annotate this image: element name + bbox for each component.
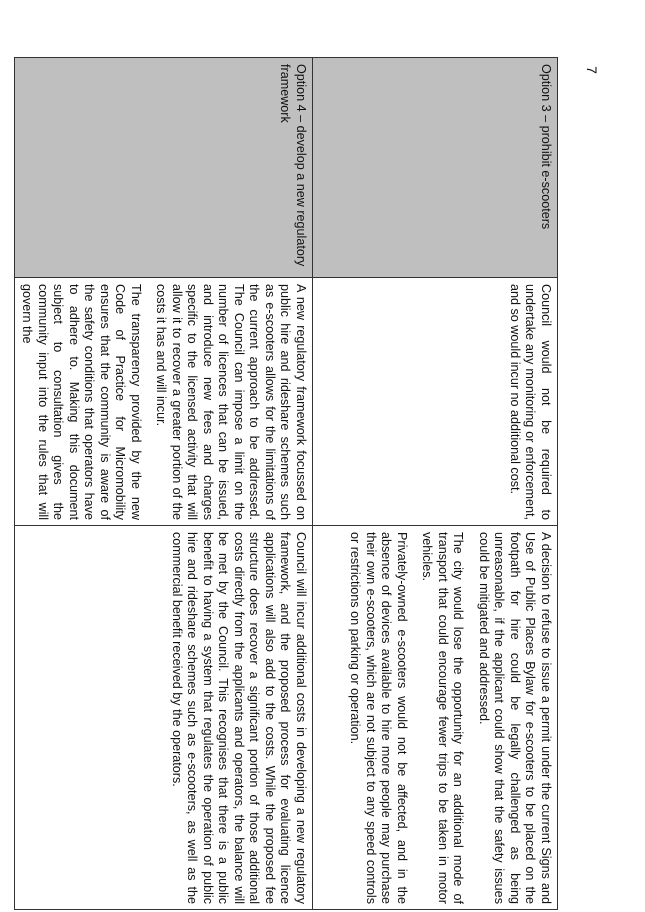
risks-cell xyxy=(313,526,558,910)
options-table xyxy=(14,57,558,910)
option-label-cell: Option 4 – develop a new regulatory framework xyxy=(15,58,313,278)
risk-paragraph: Council will incur additional costs in developing a new regulatory framework, and the proposed process for evaluating licence applications will also add to the costs. While the proposed fee structure does recover a significant portion of those additional costs directly from the applicants and operators, the balance will be met by the Council. This recognises that there is a public benefit to having a system that regulates the operation of public hire and rideshare schemes such as e-scooters, as well as the commercial benefit received by the operators. xyxy=(170,532,308,904)
impact-paragraph: The transparency provided by the new Code of Practice for Micromobility ensures that the community is aware of the safety conditions that operators have to adhere to. Making this document subject to consultation gives the community input into the rules that will govern the xyxy=(20,284,143,520)
impacts-cell xyxy=(15,278,313,526)
page-number: 7 xyxy=(584,66,600,74)
impact-paragraph: A new regulatory framework focussed on public hire and rideshare schemes such as e-scooters allows for the limitations of the current approach to be addressed. The Council can impose a limit on the number of licences that can be issued, and introduce new fees and charges specific to the licensed activity that will allow it to recover a greater portion of the costs it has and will incur. xyxy=(154,284,308,520)
impacts-cell xyxy=(313,278,558,526)
rotated-table-container xyxy=(20,57,558,909)
option-label-cell: Option 3 – prohibit e-scooters xyxy=(313,58,558,278)
risk-paragraph: The city would lose the opportunity for an additional mode of transport that could encourage fewer trips to be taken in motor vehicles. xyxy=(420,532,466,904)
risk-paragraph: Privately-owned e-scooters would not be affected, and in the absence of devices available to hire more people may purchase their own e-scooters, which are not subject to any speed controls or restrictions on parking or operation. xyxy=(348,532,409,904)
impact-paragraph: Council would not be required to undertake any monitoring or enforcement, and so would incur no additional cost. xyxy=(508,284,553,520)
table-row-option-4 xyxy=(15,58,313,910)
risks-cell xyxy=(15,526,313,910)
table-row-option-3 xyxy=(313,58,558,910)
risk-paragraph: A decision to refuse to issue a permit under the current Signs and Use of Public Places Bylaw for e-scooters to be placed on the footpath for hire could be legally challenged as being unreasonable, if the applicant could show that the safety issues could be mitigated and addressed. xyxy=(477,532,553,904)
